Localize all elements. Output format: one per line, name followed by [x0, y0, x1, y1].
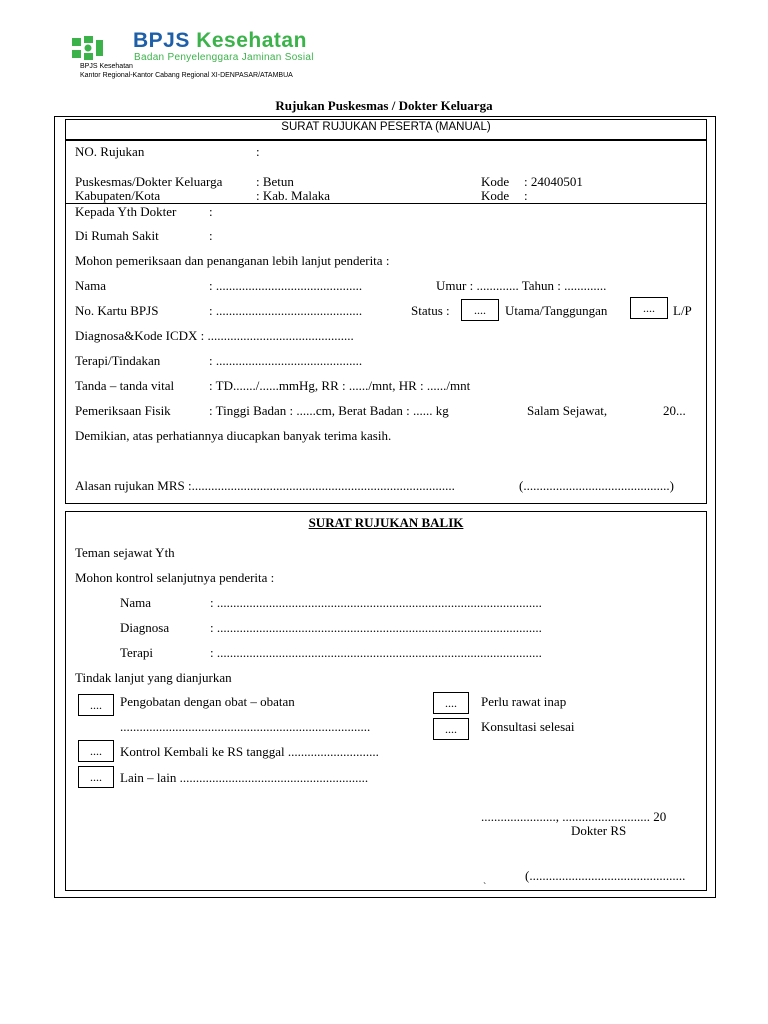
balik-nama-value: : ....................................................................................................: [210, 595, 542, 610]
tanda-label: Tanda – tanda vital: [75, 378, 175, 393]
lp-text: L/P: [673, 303, 692, 318]
kode2-label: Kode: [481, 188, 510, 203]
kontrol-option: Kontrol Kembali ke RS tanggal ............................: [120, 744, 379, 759]
fisik-label: Pemeriksaan Fisik: [75, 403, 171, 418]
status-text: Utama/Tanggungan: [505, 303, 608, 318]
rumah-sakit-label: Di Rumah Sakit: [75, 228, 159, 243]
lain-checkbox[interactable]: ....: [78, 766, 114, 788]
kartu-value: : .............................................: [209, 303, 363, 318]
section2-heading: SURAT RUJUKAN BALIK: [308, 515, 464, 530]
balik-terapi-label: Terapi: [120, 645, 154, 660]
demikian-text: Demikian, atas perhatiannya diucapkan banyak terima kasih.: [75, 428, 392, 443]
kontrol-checkbox[interactable]: ....: [78, 740, 114, 762]
puskesmas-label: Puskesmas/Dokter Keluarga: [75, 174, 223, 189]
tindak-text: Tindak lanjut yang dianjurkan: [75, 670, 232, 685]
salam-year: 20...: [663, 403, 686, 418]
konsultasi-option: Konsultasi selesai: [481, 719, 575, 734]
mohon-text: Mohon pemeriksaan dan penanganan lebih lanjut penderita :: [75, 253, 390, 268]
section1-signature: (.............................................): [519, 478, 674, 493]
section2-signature: (................................................: [525, 868, 686, 883]
diagnosa-field: Diagnosa&Kode ICDX : .............................................: [75, 328, 354, 343]
nama-label: Nama: [75, 278, 107, 293]
kode1-label: Kode: [481, 174, 510, 189]
section1-heading: SURAT RUJUKAN PESERTA (MANUAL): [281, 121, 491, 133]
terapi-value: : .............................................: [209, 353, 363, 368]
terapi-label: Terapi/Tindakan: [75, 353, 161, 368]
status-label: Status :: [411, 303, 450, 318]
alasan-field: Alasan rujukan MRS :.................................................................................: [75, 478, 455, 493]
bpjs-logo-icon: [70, 36, 130, 62]
lain-option: Lain – lain ..........................................................: [120, 770, 369, 785]
balik-date-line: ......................., ........................... 20: [481, 809, 667, 824]
kepada-value: :: [209, 204, 213, 219]
kode1-value: : 24040501: [524, 174, 583, 189]
org-line-1: BPJS Kesehatan: [80, 63, 133, 70]
form-title: Rujukan Puskesmas / Dokter Keluarga: [275, 98, 493, 113]
stray-tick: `: [483, 882, 487, 893]
dokter-rs-label: Dokter RS: [571, 823, 627, 838]
no-rujukan-value: :: [256, 144, 260, 159]
section1-box: [65, 139, 707, 504]
kabupaten-label: Kabupaten/Kota: [75, 188, 161, 203]
balik-nama-label: Nama: [120, 595, 152, 610]
mohon-kontrol-text: Mohon kontrol selanjutnya penderita :: [75, 570, 275, 585]
obat-dots: .............................................................................: [120, 719, 371, 734]
fisik-value: : Tinggi Badan : ......cm, Berat Badan : ...... kg: [209, 403, 449, 418]
rawat-inap-checkbox[interactable]: ....: [433, 692, 469, 714]
no-rujukan-label: NO. Rujukan: [75, 144, 145, 159]
nama-value: : .............................................: [209, 278, 363, 293]
umur-field: Umur : ............. Tahun : .............: [436, 278, 607, 293]
brand-word-kesehatan: Kesehatan: [196, 29, 307, 52]
brand-tagline: Badan Penyelenggara Jaminan Sosial: [134, 52, 314, 63]
rumah-sakit-value: :: [209, 228, 213, 243]
balik-diagnosa-value: : ....................................................................................................: [210, 620, 542, 635]
balik-terapi-value: : ....................................................................................................: [210, 645, 542, 660]
kode2-value: :: [524, 188, 528, 203]
teman-text: Teman sejawat Yth: [75, 545, 175, 560]
lp-checkbox[interactable]: ....: [630, 297, 668, 319]
balik-diagnosa-label: Diagnosa: [120, 620, 170, 635]
salam-text: Salam Sejawat,: [527, 403, 608, 418]
brand-word-bpjs: BPJS: [133, 29, 190, 52]
tanda-value: : TD......./......mmHg, RR : ....../mnt, HR : ....../mnt: [209, 378, 471, 393]
org-line-2: Kantor Regional-Kantor Cabang Regional XI-DENPASAR/ATAMBUA: [80, 72, 293, 79]
kabupaten-value: : Kab. Malaka: [256, 188, 331, 203]
kartu-label: No. Kartu BPJS: [75, 303, 159, 318]
kepada-label: Kepada Yth Dokter: [75, 204, 177, 219]
status-checkbox[interactable]: ....: [461, 299, 499, 321]
puskesmas-value: : Betun: [256, 174, 294, 189]
bpjs-logo: [70, 36, 130, 62]
obat-checkbox[interactable]: ....: [78, 694, 114, 716]
obat-option: Pengobatan dengan obat – obatan: [120, 694, 295, 709]
konsultasi-checkbox[interactable]: ....: [433, 718, 469, 740]
rawat-inap-option: Perlu rawat inap: [481, 694, 567, 709]
